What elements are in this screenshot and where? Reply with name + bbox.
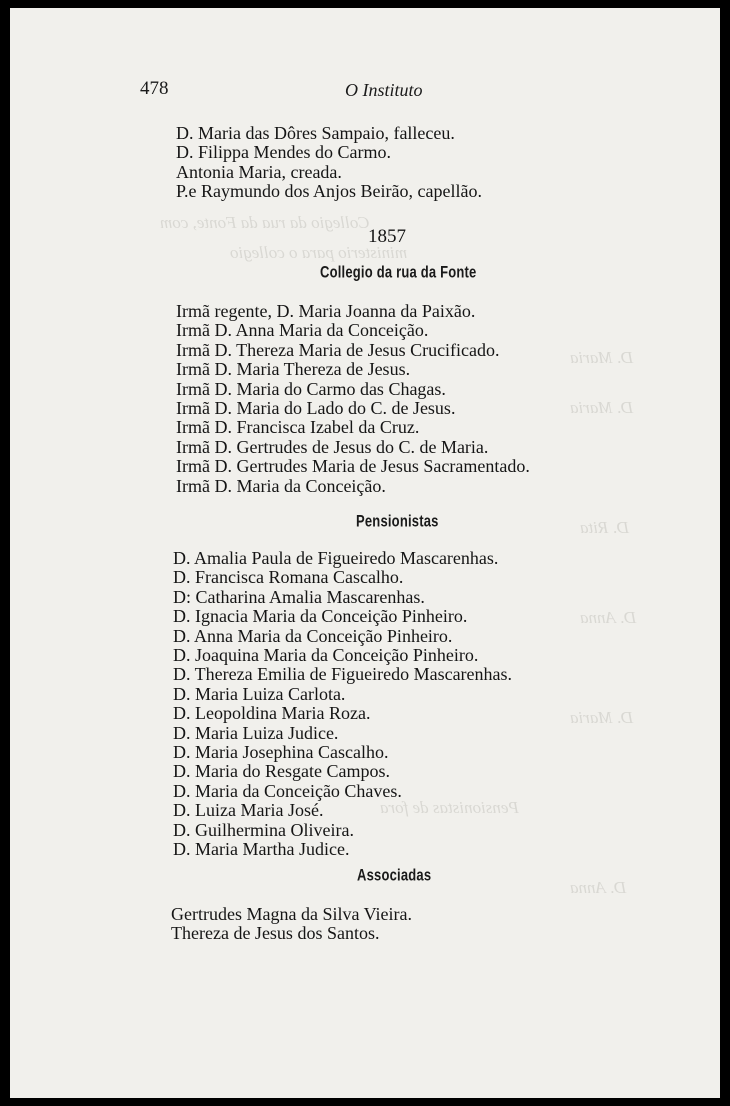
list-item: D. Maria das Dôres Sampaio, falleceu. xyxy=(176,123,455,143)
list-item: P.e Raymundo dos Anjos Beirão, capellão. xyxy=(176,181,482,202)
list-item: D. Joaquina Maria da Conceição Pinheiro. xyxy=(173,645,479,666)
section-heading-collegio: Collegio da rua da Fonte xyxy=(320,261,477,282)
list-item: Irmã D. Maria da Conceição. xyxy=(176,475,386,496)
list-item: D. Leopoldina Maria Roza. xyxy=(173,703,371,724)
list-item: D. Maria da Conceição Chaves. xyxy=(173,780,402,801)
year-heading: 1857 xyxy=(368,226,406,247)
list-item: D. Maria do Resgate Campos. xyxy=(173,761,390,782)
list-item: Irmã D. Anna Maria da Conceição. xyxy=(176,320,429,341)
page-number: 478 xyxy=(140,78,169,99)
list-item: Thereza de Jesus dos Santos. xyxy=(171,923,380,944)
list-item: D. Maria Josephina Cascalho. xyxy=(173,742,389,763)
list-item: D. Ignacia Maria da Conceição Pinheiro. xyxy=(173,606,468,627)
top-list xyxy=(176,124,482,202)
list-item: Irmã D. Francisca Izabel da Cruz. xyxy=(176,417,420,438)
associadas-list xyxy=(171,905,412,944)
list-item: Irmã D. Maria Thereza de Jesus. xyxy=(176,359,411,380)
list-item: Irmã D. Thereza Maria de Jesus Crucificado. xyxy=(176,339,500,360)
list-item: D: Catharina Amalia Mascarenhas. xyxy=(173,586,425,607)
list-item: D. Luiza Maria José. xyxy=(173,800,324,821)
list-item: D. Anna Maria da Conceição Pinheiro. xyxy=(173,625,453,646)
list-item: D. Maria Martha Judice. xyxy=(173,839,350,860)
list-item: D. Francisca Romana Cascalho. xyxy=(173,567,404,588)
list-item: Irmã D. Maria do Lado do C. de Jesus. xyxy=(176,398,456,419)
list-item: Irmã D. Gertrudes de Jesus do C. de Maria. xyxy=(176,436,489,457)
list-item: D. Maria Luiza Carlota. xyxy=(173,683,346,704)
running-title: O Instituto xyxy=(345,80,423,100)
list-item: D. Filippa Mendes do Carmo. xyxy=(176,142,391,163)
list-item: D. Thereza Emilia de Figueiredo Mascarenhas. xyxy=(173,664,513,685)
section-heading-pensionistas: Pensionistas xyxy=(356,510,439,531)
list-item: Gertrudes Magna da Silva Vieira. xyxy=(171,904,413,924)
list-item: Irmã D. Gertrudes Maria de Jesus Sacramentado. xyxy=(176,456,530,477)
document-page: Collegio da rua da Fonte, com ministerio para o collegio D. Maria D. Maria D. Rita D. Anna D. Maria Pensionistas de fora D. Anna xyxy=(10,8,720,1098)
list-item: D. Guilhermina Oliveira. xyxy=(173,819,354,840)
section-heading-associadas: Associadas xyxy=(357,864,432,885)
list-item: D. Maria Luiza Judice. xyxy=(173,722,339,743)
list-item: Irmã regente, D. Maria Joanna da Paixão. xyxy=(176,301,476,321)
collegio-list xyxy=(176,302,530,496)
list-item: D. Amalia Paula de Figueiredo Mascarenhas. xyxy=(173,548,499,568)
pensionistas-list xyxy=(173,549,512,860)
list-item: Antonia Maria, creada. xyxy=(176,161,342,182)
list-item: Irmã D. Maria do Carmo das Chagas. xyxy=(176,378,446,399)
